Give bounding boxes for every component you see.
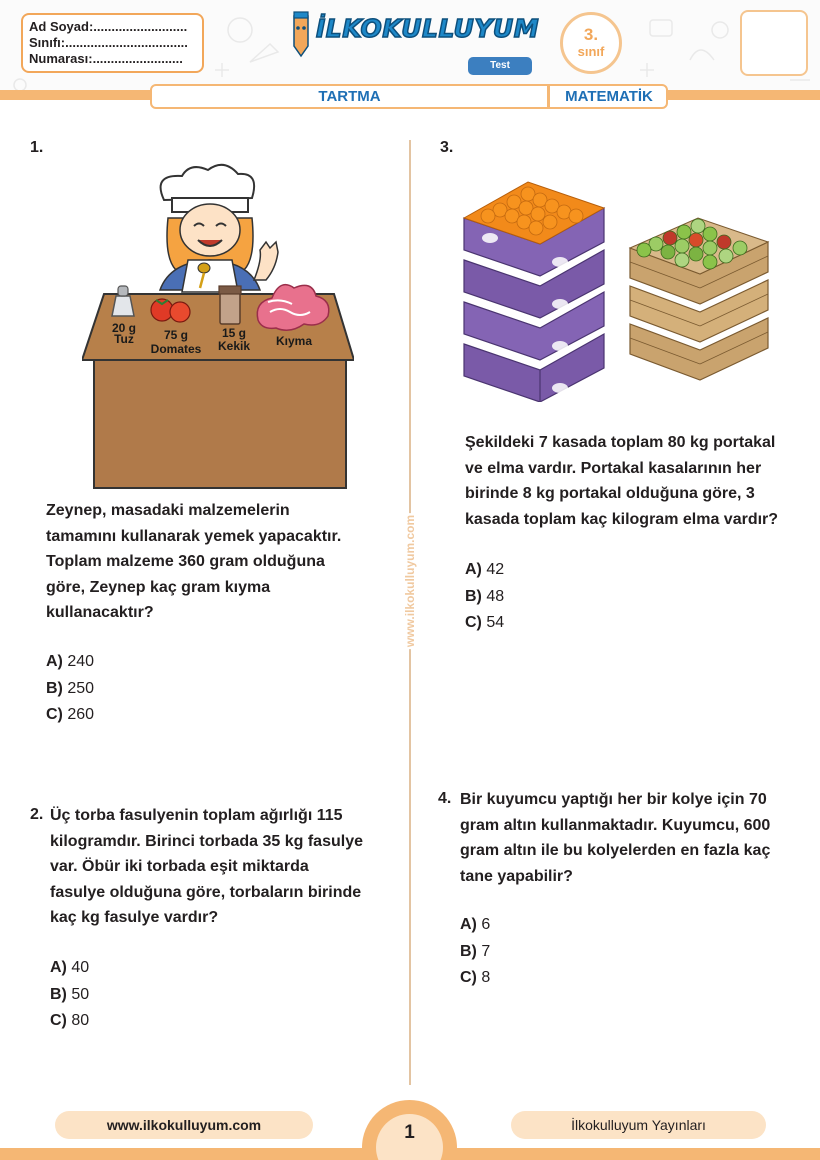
option-value: 50 [71,985,90,1003]
q1-line: göre, Zeynep kaç gram kıyma [46,578,271,596]
q3-option-c[interactable] [465,610,504,637]
option-letter: A) [465,561,482,578]
q4-options [460,912,490,992]
option-letter: C) [460,969,477,986]
salt-name-label: Tuz [114,332,134,346]
q2-options [50,955,89,1035]
q1-kitchen-figure [82,162,354,492]
grade-badge [560,12,622,74]
topic-bar [150,84,668,109]
option-letter: A) [46,653,63,670]
option-value: 42 [486,561,505,578]
minced-meat-icon [257,285,329,331]
q2-line: var. Öbür iki torbada eşit miktarda [50,858,309,875]
q3-line: ve elma vardır. Portakal kasalarının her [465,459,762,477]
q2-line: fasulye olduğuna göre, torbaların birinde [50,883,362,901]
watermark-text: www.ilkokulluyum.com [403,514,417,647]
q3-line: birinde 8 kg portakal olduğuna göre, 3 [465,485,755,502]
footer-publisher: İlkokulluyum Yayınları [511,1111,766,1139]
option-value: 40 [71,959,90,976]
q1-line: kullanacaktır? [46,604,154,621]
q1-option-b[interactable] [46,676,94,703]
tomato-name-label: Domates [150,342,202,356]
option-letter: B) [460,942,477,960]
footer-website-link[interactable]: www.ilkokulluyum.com [55,1111,313,1139]
watermark [401,498,419,663]
option-value: 48 [486,587,505,605]
q1-line: Zeynep, masadaki malzemelerin [46,502,290,519]
q2-text [50,803,400,931]
option-letter: A) [460,916,477,933]
class-field[interactable]: Sınıfı:.................................. [29,35,188,50]
option-value: 6 [481,916,491,933]
q1-option-a[interactable] [46,649,94,676]
option-value: 260 [67,706,95,723]
q2-line: kaç kg fasulye vardır? [50,909,219,926]
grade-word: sınıf [577,44,605,59]
thyme-weight-label: 15 g [221,326,247,340]
q4-number: 4. [438,790,452,807]
q3-text [465,430,805,532]
brand-logo [286,8,540,58]
q3-crates-figure [460,166,772,402]
apple-crates-icon [630,218,768,380]
pencil-mascot-icon [286,8,316,58]
q4-option-a[interactable] [460,912,490,939]
q1-number: 1. [30,139,44,156]
q4-option-b[interactable] [460,939,490,966]
thyme-jar-icon [219,286,241,324]
q4-line: Bir kuyumcu yaptığı her bir kolye için 70 [460,791,767,808]
score-box[interactable] [740,10,808,76]
option-value: 240 [67,653,95,670]
q1-option-c[interactable] [46,702,94,729]
q1-line: tamamını kullanarak yemek yapacaktır. [46,527,342,545]
logo-text: İLKOKULLUYUM [316,14,540,43]
q4-option-c[interactable] [460,965,490,992]
option-letter: B) [465,587,482,605]
subject-label: MATEMATİK [565,88,653,105]
option-value: 7 [481,942,491,960]
thyme-name-label: Kekik [217,339,251,353]
page-number: 1 [376,1114,443,1160]
q2-line: Üç torba fasulyenin toplam ağırlığı 115 [50,807,343,824]
q4-line: gram altın kullanmaktadır. Kuyumcu, 600 [460,816,771,834]
q2-line: kilogramdır. Birinci torbada 35 kg fasulye [50,832,363,850]
q2-option-b[interactable] [50,982,89,1009]
option-letter: C) [465,614,482,631]
q3-line: kasada toplam kaç kilogram elma vardır? [465,510,779,528]
test-badge: Test [468,57,532,75]
salt-weight-label: 20 g [111,321,137,335]
q3-options [465,557,504,637]
q1-line: Toplam malzeme 360 gram olduğuna [46,553,325,570]
option-value: 8 [481,969,491,986]
student-info-box[interactable] [21,13,204,73]
q1-text [46,498,396,626]
option-letter: B) [50,985,67,1003]
option-letter: C) [50,1012,67,1029]
option-letter: B) [46,679,63,697]
q4-text [460,787,805,889]
orange-crates-icon [464,182,604,402]
q3-option-b[interactable] [465,584,504,611]
tomato-weight-label: 75 g [163,328,189,342]
q2-option-a[interactable] [50,955,89,982]
option-value: 80 [71,1012,90,1029]
q3-number: 3. [440,139,454,156]
q4-line: tane yapabilir? [460,867,573,885]
option-value: 250 [67,679,95,697]
mince-name-label: Kıyma [275,334,313,348]
option-letter: A) [50,959,67,976]
salt-shaker-icon [112,286,134,316]
number-field[interactable]: Numarası:......................... [29,51,183,66]
q3-line: Şekildeki 7 kasada toplam 80 kg portakal [465,434,776,451]
q2-number: 2. [30,806,44,823]
option-value: 54 [486,614,505,631]
grade-number: 3. [583,25,599,44]
q4-line: gram altın ile bu kolyelerden en fazla kaç [460,842,771,859]
q2-option-c[interactable] [50,1008,89,1035]
q1-options [46,649,94,729]
q3-option-a[interactable] [465,557,504,584]
topic-label: TARTMA [318,88,381,105]
name-field[interactable]: Ad Soyad:.......................... [29,19,188,34]
option-letter: C) [46,706,63,723]
